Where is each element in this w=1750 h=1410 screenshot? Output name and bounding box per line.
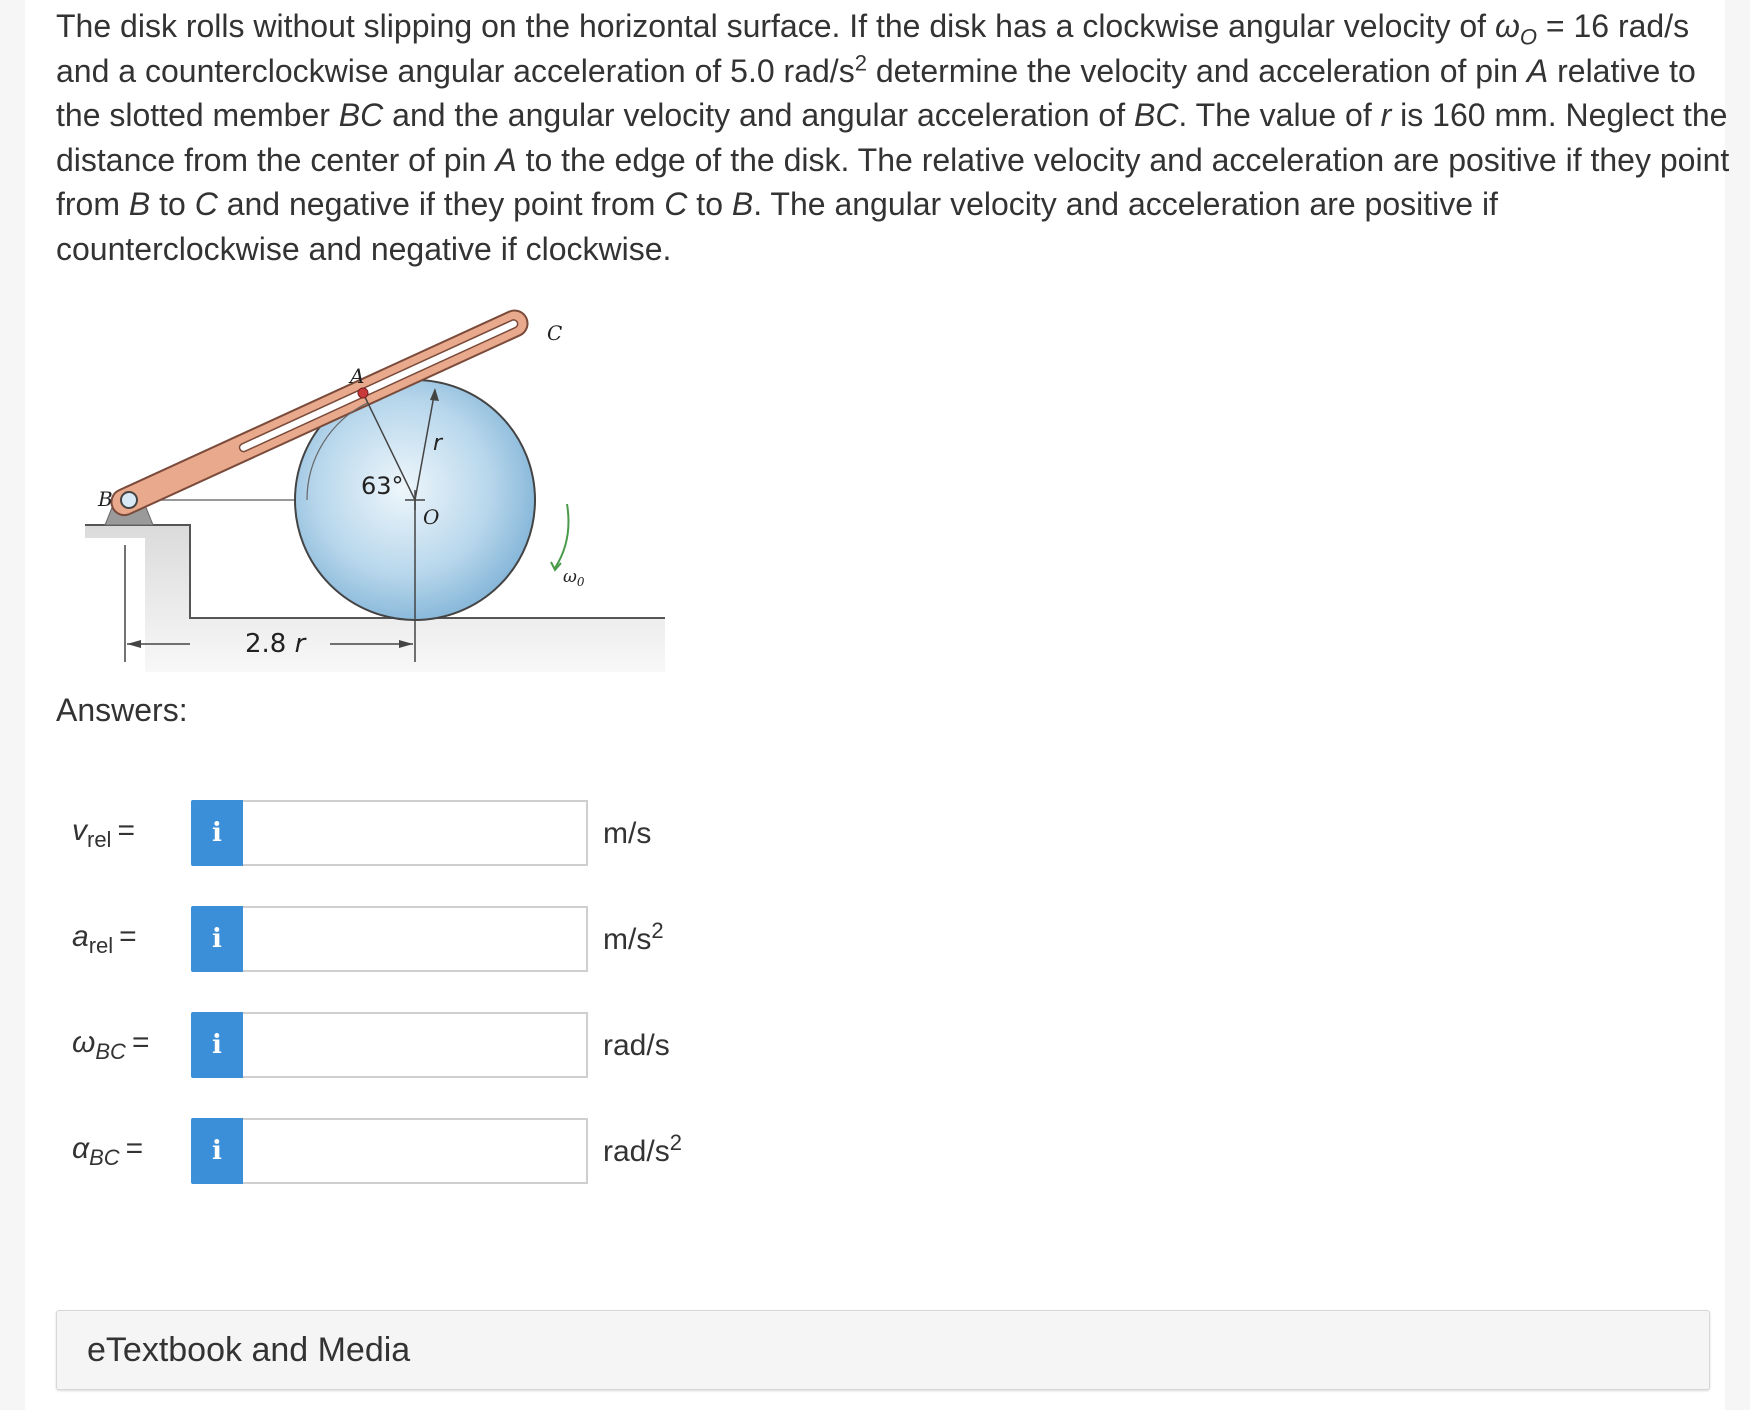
answer-row-alpha-bc [25,1118,825,1184]
arel-unit: $m/s^2$ [603,918,664,956]
page [25,0,1730,1410]
pin-b [121,492,137,508]
omega-bc-input[interactable] [243,1012,588,1078]
mechanism-figure [55,300,675,680]
answer-row-arel [25,906,825,972]
alpha-bc-info-button[interactable]: i [191,1118,243,1184]
etextbook-media-panel[interactable] [56,1310,1710,1390]
pin-a [358,388,368,398]
arel-label: $a_{rel}$ = [72,920,137,958]
answer-row-vrel [25,800,825,866]
label-o: O [423,505,440,529]
alpha-bc-unit: rad/$s^2$ [603,1130,682,1168]
omega-bc-unit: rad/s [603,1029,670,1062]
label-c: C [547,321,563,345]
alpha-bc-label: $\alpha_{BC}$ = [72,1132,144,1170]
answer-row-omega-bc [25,1012,825,1078]
vrel-unit: m/s [603,817,652,850]
alpha-bc-input[interactable] [243,1118,588,1184]
answers-heading: Answers: [56,692,188,728]
arel-info-button[interactable]: i [191,906,243,972]
vrel-info-button[interactable]: i [191,800,243,866]
dimension-label: 2.8 r [245,629,306,659]
etextbook-label: eTextbook and Media [87,1331,411,1369]
label-b: B [98,487,113,511]
omega-bc-label: $\omega_{BC}$ = [72,1026,150,1064]
label-r: r [433,431,443,456]
label-angle: 63° [361,472,404,500]
arel-input[interactable] [243,906,588,972]
label-a: A [350,364,365,388]
vrel-label: $v_{rel}$ = [72,814,135,852]
omega-arrow [555,504,569,568]
label-omega: $\omega_0$ [563,567,585,589]
problem-statement: The disk rolls without slipping on the horizontal surface. If the disk has a clockwise angular velocity of $\omega_O = 16$ rad/s and a counterclockwise angular acceleration of 5.0 rad/$s^2$ determine the velocity and acceleration of pin A relative to the slotted member BC and the angular velocity and angular acceleration of BC. The value of r is 160 mm. Neglect the distance from the center of pin A to the edge of the disk. The relative velocity and acceleration are positive if they point from B to C and negative if they point from C to B. The angular velocity and acceleration are positive if counterclockwise and negative if clockwise. [56,8,1730,267]
vrel-input[interactable] [243,800,588,866]
omega-bc-info-button[interactable]: i [191,1012,243,1078]
